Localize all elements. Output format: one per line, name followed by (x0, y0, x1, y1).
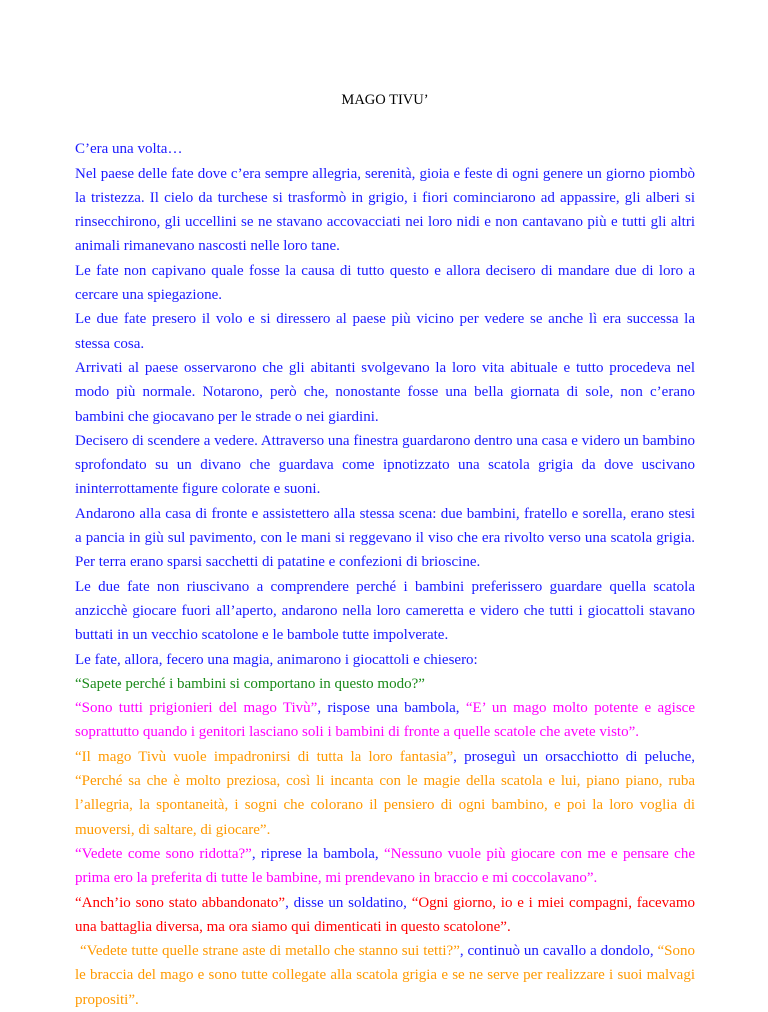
soldier-quote-2: “Ogni giorno, io e i miei compagni, facevamo una battaglia diversa, ma ora siamo qui dimenticati in questo scatolone”. (75, 894, 696, 935)
soldier-quote-1: “Anch’io sono stato abbandonato” (75, 894, 286, 911)
dialogue-soldier (75, 891, 695, 940)
dialogue-question: “Sapete perché i bambini si comportano in questo modo?” (75, 675, 425, 692)
paragraph-fairies-decide: Le fate non capivano quale fosse la causa di tutto questo e allora decisero di mandare due di loro a cercare una spiegazione. (75, 262, 695, 304)
paragraph-window: Decisero di scendere a vedere. Attraverso una finestra guardarono dentro una casa e videro un bambino sprofondato su un divano che guardava come ipnotizzato una scatola grigia da dove uscivano ininterrottamente figure colorate e suoni. (75, 432, 695, 498)
soldier-attribution: , disse un soldatino, (285, 894, 412, 911)
doll-attribution-2: , riprese la bambola, (251, 845, 384, 862)
dialogue-horse (75, 939, 695, 1012)
teddy-quote-2: “Perché sa che è molto preziosa, così li incanta con le magie della scatola e lui, piano piano, ruba l’allegria, la spontaneità, i sogni che colorano il pensiero di ogni bambino, e poi la loro voglia di muoversi, di saltare, di giocare”. (75, 773, 695, 838)
teddy-attribution: , proseguì un orsacchiotto di peluche, (453, 748, 695, 765)
paragraph-opening: C’era una volta… (75, 141, 183, 158)
paragraph-village: Arrivati al paese osservarono che gli abitanti svolgevano la loro vita abituale e tutto procedeva nel modo più normale. Notarono, però che, nonostante fosse una bella giornata di sole, non c’erano bambini che giocavano per le strade o nei giardini. (75, 359, 695, 425)
doll-quote-2: “Vedete come sono ridotta?” (75, 845, 252, 862)
horse-quote-1: “Vedete tutte quelle strane aste di metallo che stanno sui tetti?” (80, 943, 460, 960)
horse-attribution: , continuò un cavallo a dondolo, (459, 943, 658, 960)
doll-quote-2b: “Nessuno vuole più giocare con me e pensare che prima ero la preferita di tutte le bambine, mi prendevano in braccio e mi coccolavano”. (75, 845, 695, 887)
story-title: MAGO TIVU’ (341, 92, 429, 108)
paragraph-house-opposite: Andarono alla casa di fronte e assistettero alla stessa scena: due bambini, fratello e sorella, erano stesi a pancia in giù sul pavimento, con le mani si reggevano il viso che era rivolto verso una scatola grigia. Per terra erano sparsi sacchetti di patatine e confezioni di brioscine. (75, 505, 695, 571)
paragraph-magic: Le fate, allora, fecero una magia, animarono i giocattoli e chiesero: (75, 651, 478, 668)
doll-quote-1: “Sono tutti prigionieri del mago Tivù” (75, 700, 318, 717)
dialogue-teddy (75, 745, 695, 842)
dialogue-doll-1 (75, 696, 695, 745)
doll-attribution-1: , rispose una bambola, (317, 700, 466, 717)
horse-quote-2: “Sono le braccia del mago e sono tutte collegate alla scatola grigia e se ne serve per realizzare i suoi malvagi propositi”. (75, 943, 695, 1008)
paragraph-sadness: Nel paese delle fate dove c’era sempre allegria, serenità, gioia e feste di ogni genere un giorno piombò la tristezza. Il cielo da turchese si trasformò in grigio, i fiori cominciarono ad appassire, gli alberi si rinsecchirono, gli uccellini se ne stavano accovacciati nei loro nidi e non cantavano più e tutti gli altri animali rimanevano nascosti nelle loro tane. (75, 165, 695, 255)
paragraph-fairies-fly: Le due fate presero il volo e si diressero al paese più vicino per vedere se anche lì era successa la stessa cosa. (75, 311, 695, 352)
dialogue-doll-2 (75, 842, 695, 891)
paragraph-bedroom: Le due fate non riuscivano a comprendere perché i bambini preferissero guardare quella scatola anzicchè giocare fuori all’aperto, andarono nella loro cameretta e videro che tutti i giocattoli stavano buttati in un vecchio scatolone e le bambole tutte impolverate. (75, 578, 695, 644)
teddy-quote-1: “Il mago Tivù vuole impadronirsi di tutta la loro fantasia” (75, 748, 454, 765)
doll-quote-1b: “E’ un mago molto potente e agisce soprattutto quando i genitori lasciano soli i bambini di fronte a quelle scatole che avete visto”. (75, 700, 695, 741)
document-page (75, 0, 695, 1012)
